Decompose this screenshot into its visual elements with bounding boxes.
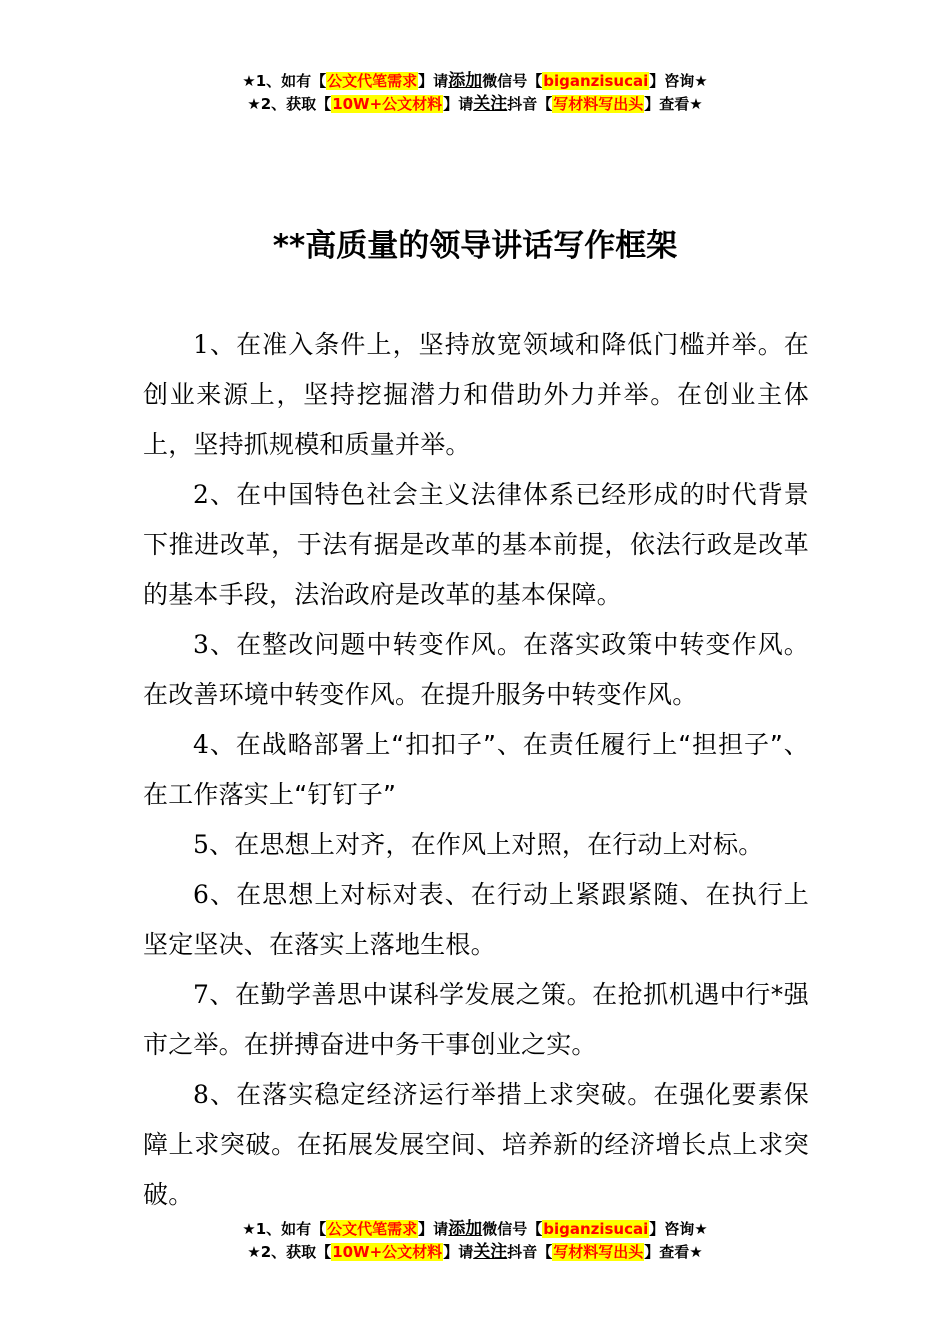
- promo-highlight: 10W+公文材料: [332, 95, 443, 113]
- header-promo-banner: [0, 70, 950, 116]
- document-body: [143, 320, 809, 1220]
- promo-text: ★1、如有【: [242, 1220, 327, 1238]
- promo-emphasis: 关注: [473, 94, 508, 114]
- promo-text: 】请: [443, 1243, 474, 1261]
- promo-line-2: [0, 93, 950, 116]
- promo-text: 】请: [418, 1220, 449, 1238]
- paragraph-5: [143, 820, 809, 870]
- promo-highlight: 公文代笔需求: [327, 72, 418, 90]
- promo-text: 】咨询★: [649, 1220, 708, 1238]
- promo-text: ★2、获取【: [247, 95, 332, 113]
- paragraph-text: 、在中国特色社会主义法律体系已经形成的时代背景下推进改革，于法有据是改革的基本前提，依法行政是改革的基本手段，法治政府是改革的基本保障。: [143, 480, 809, 609]
- footer-promo-banner: [0, 1218, 950, 1264]
- paragraph-7: [143, 970, 809, 1070]
- paragraph-text: 、在勤学善思中谋科学发展之策。在抢抓机遇中行*强市之举。在拼搏奋进中务干事创业之实。: [143, 980, 809, 1059]
- promo-text: ★1、如有【: [242, 72, 327, 90]
- promo-text: 】查看★: [644, 1243, 703, 1261]
- paragraph-number: 2: [193, 480, 210, 509]
- paragraph-number: 5: [193, 830, 210, 859]
- promo-line-1: [0, 70, 950, 93]
- promo-line-2: [0, 1241, 950, 1264]
- paragraph-1: [143, 320, 809, 470]
- paragraph-text: 、在整改问题中转变作风。在落实政策中转变作风。在改善环境中转变作风。在提升服务中转变作风。: [143, 630, 809, 709]
- promo-emphasis: 关注: [473, 1242, 508, 1262]
- paragraph-text: 、在落实稳定经济运行举措上求突破。在强化要素保障上求突破。在拓展发展空间、培养新的经济增长点上求突破。: [143, 1080, 809, 1209]
- paragraph-number: 6: [193, 880, 210, 909]
- promo-text: 抖音【: [507, 95, 553, 113]
- promo-text: 微信号【: [482, 1220, 543, 1238]
- paragraph-number: 4: [193, 730, 210, 759]
- promo-text: 】请: [418, 72, 449, 90]
- promo-text: 】查看★: [644, 95, 703, 113]
- promo-douyin-id: 写材料写出头: [553, 95, 644, 113]
- promo-emphasis: 添加: [448, 71, 483, 91]
- promo-text: 抖音【: [507, 1243, 553, 1261]
- paragraph-text: 、在思想上对标对表、在行动上紧跟紧随、在执行上坚定坚决、在落实上落地生根。: [143, 880, 809, 959]
- promo-douyin-id: 写材料写出头: [553, 1243, 644, 1261]
- paragraph-text: 、在思想上对齐，在作风上对照，在行动上对标。: [209, 830, 764, 859]
- paragraph-number: 8: [193, 1080, 210, 1109]
- paragraph-text: 、在准入条件上，坚持放宽领域和降低门槛并举。在创业来源上，坚持挖掘潜力和借助外力并举。在创业主体上，坚持抓规模和质量并举。: [143, 330, 809, 459]
- promo-text: 】咨询★: [649, 72, 708, 90]
- promo-emphasis: 添加: [448, 1219, 483, 1239]
- promo-wechat-id: biganzisucai: [543, 72, 649, 90]
- promo-text: ★2、获取【: [247, 1243, 332, 1261]
- promo-text: 微信号【: [482, 72, 543, 90]
- promo-highlight: 10W+公文材料: [332, 1243, 443, 1261]
- paragraph-text: 、在战略部署上“扣扣子”、在责任履行上“担担子”、在工作落实上“钉钉子”: [143, 730, 809, 809]
- document-title: **高质量的领导讲话写作框架: [272, 228, 678, 264]
- paragraph-6: [143, 870, 809, 970]
- promo-highlight: 公文代笔需求: [327, 1220, 418, 1238]
- paragraph-number: 3: [193, 630, 210, 659]
- paragraph-8: [143, 1070, 809, 1220]
- promo-text: 】请: [443, 95, 474, 113]
- paragraph-number: 1: [193, 330, 210, 359]
- promo-line-1: [0, 1218, 950, 1241]
- paragraph-2: [143, 470, 809, 620]
- paragraph-4: [143, 720, 809, 820]
- paragraph-number: 7: [193, 980, 210, 1009]
- paragraph-3: [143, 620, 809, 720]
- promo-wechat-id: biganzisucai: [543, 1220, 649, 1238]
